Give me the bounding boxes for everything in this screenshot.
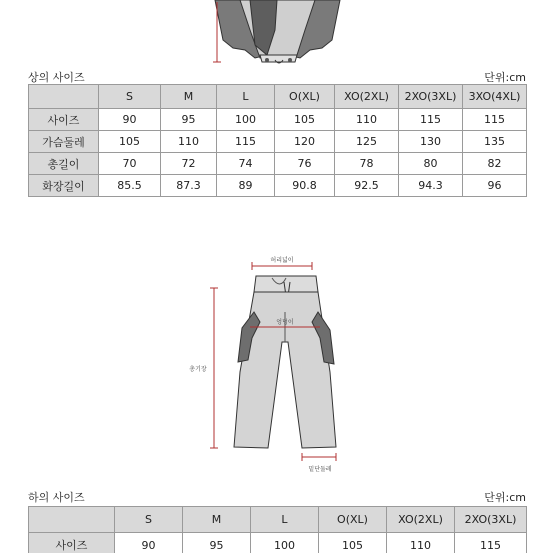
- table-cell: 82: [463, 153, 527, 175]
- table-cell: 87.3: [161, 175, 217, 197]
- table-cell: 90: [99, 109, 161, 131]
- header-cell: 2XO(3XL): [399, 85, 463, 109]
- hip-label: 엉덩이: [276, 319, 294, 326]
- header-cell: L: [251, 507, 319, 533]
- table-cell: 92.5: [335, 175, 399, 197]
- table-cell: 96: [463, 175, 527, 197]
- top-unit-label: 단위:cm: [484, 71, 526, 84]
- table-cell: 90.8: [275, 175, 335, 197]
- header-cell: O(XL): [275, 85, 335, 109]
- table-cell: 115: [217, 131, 275, 153]
- table-cell: 85.5: [99, 175, 161, 197]
- table-cell: 72: [161, 153, 217, 175]
- row-header: 사이즈: [29, 533, 115, 553]
- header-cell: 3XO(4XL): [463, 85, 527, 109]
- table-cell: 100: [217, 109, 275, 131]
- table-cell: 76: [275, 153, 335, 175]
- table-cell: 89: [217, 175, 275, 197]
- table-cell: 74: [217, 153, 275, 175]
- table-header-row: [29, 85, 527, 109]
- table-cell: 105: [275, 109, 335, 131]
- header-cell: 2XO(3XL): [455, 507, 527, 533]
- table-cell: 105: [99, 131, 161, 153]
- header-cell: L: [217, 85, 275, 109]
- table-row: [29, 109, 527, 131]
- header-cell: [29, 85, 99, 109]
- table-row: [29, 533, 527, 553]
- table-row: [29, 175, 527, 197]
- header-cell: O(XL): [319, 507, 387, 533]
- waist-label: 허리넓이: [270, 257, 294, 264]
- table-cell: 115: [399, 109, 463, 131]
- table-cell: 135: [463, 131, 527, 153]
- table-cell: 95: [183, 533, 251, 553]
- header-cell: XO(2XL): [387, 507, 455, 533]
- header-cell: [29, 507, 115, 533]
- top-size-table: [28, 84, 527, 197]
- table-row: [29, 131, 527, 153]
- jacket-illustration: [205, 0, 350, 68]
- table-row: [29, 153, 527, 175]
- table-cell: 115: [463, 109, 527, 131]
- bottom-unit-label: 단위:cm: [484, 491, 526, 504]
- row-header: 가슴둘레: [29, 131, 99, 153]
- table-cell: 70: [99, 153, 161, 175]
- table-cell: 110: [335, 109, 399, 131]
- row-header: 화장길이: [29, 175, 99, 197]
- header-cell: S: [115, 507, 183, 533]
- table-header-row: [29, 507, 527, 533]
- pants-illustration: [180, 252, 340, 477]
- table-cell: 80: [399, 153, 463, 175]
- table-cell: 120: [275, 131, 335, 153]
- header-cell: M: [161, 85, 217, 109]
- table-cell: 78: [335, 153, 399, 175]
- table-cell: 100: [251, 533, 319, 553]
- row-header: 사이즈: [29, 109, 99, 131]
- table-cell: 130: [399, 131, 463, 153]
- table-cell: 125: [335, 131, 399, 153]
- table-cell: 95: [161, 109, 217, 131]
- table-cell: 105: [319, 533, 387, 553]
- bottom-size-table: [28, 506, 527, 553]
- bottom-size-title: 하의 사이즈: [28, 491, 85, 504]
- header-cell: XO(2XL): [335, 85, 399, 109]
- hem-label: 밑단둘레: [308, 466, 332, 473]
- row-header: 총길이: [29, 153, 99, 175]
- table-cell: 110: [161, 131, 217, 153]
- header-cell: S: [99, 85, 161, 109]
- top-size-title: 상의 사이즈: [28, 71, 85, 84]
- table-cell: 110: [387, 533, 455, 553]
- table-cell: 94.3: [399, 175, 463, 197]
- table-cell: 115: [455, 533, 527, 553]
- length-label: 총기장: [189, 366, 207, 373]
- header-cell: M: [183, 507, 251, 533]
- table-cell: 90: [115, 533, 183, 553]
